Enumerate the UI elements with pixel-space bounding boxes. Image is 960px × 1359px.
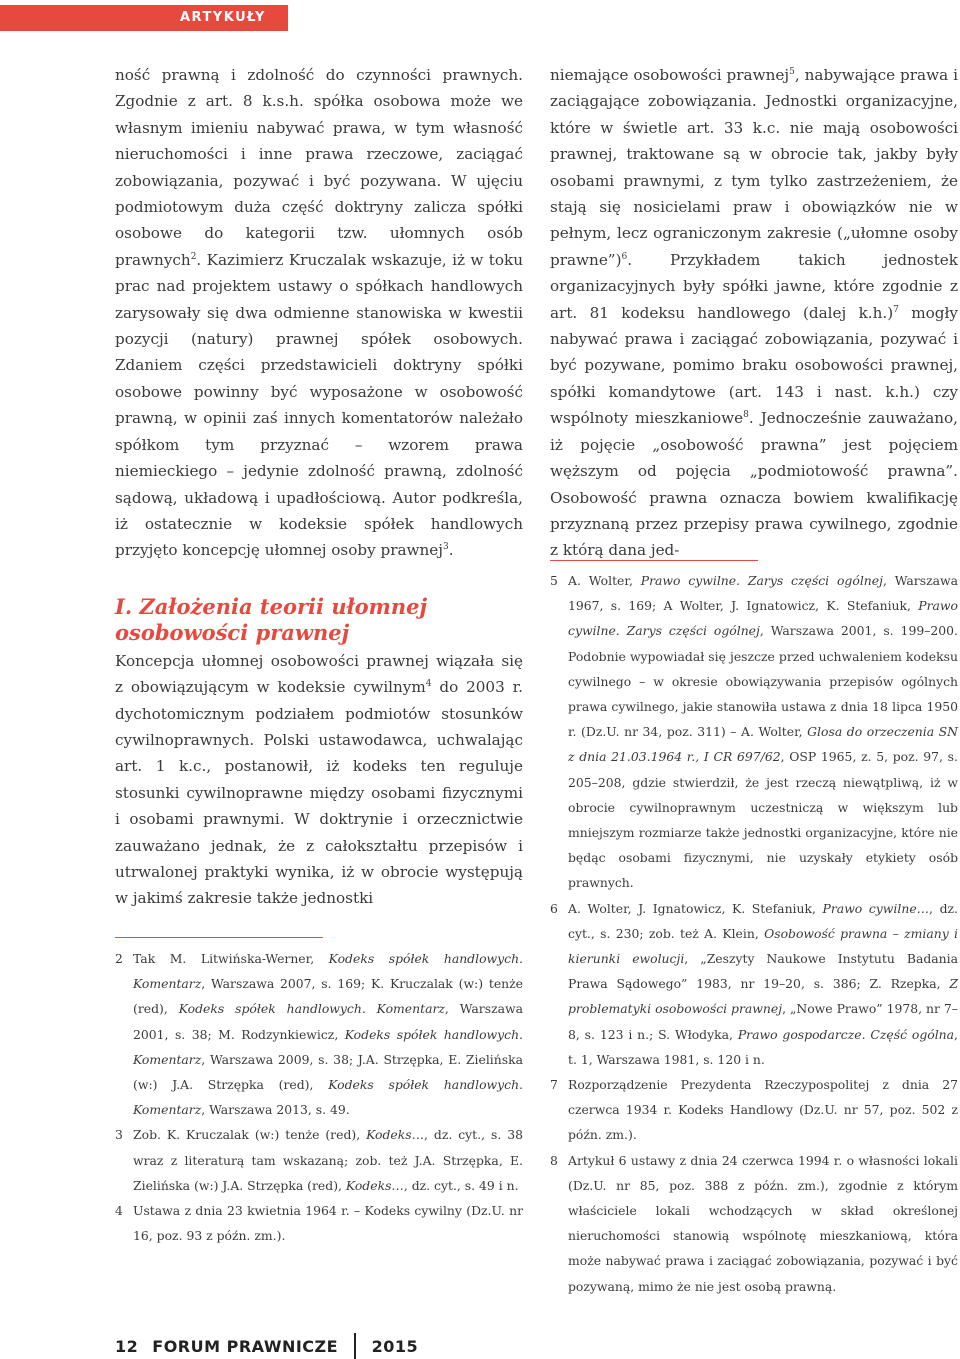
footnote-text [568, 1148, 958, 1299]
text-run: Artykuł 6 ustawy z dnia 24 czerwca 1994 r. o własności lokali (Dz.U. nr 85, poz. 388 z późn. zm.), zgodnie z którym właściciele lokali wchodzących w skład określonej nieruchomości stanowią wspólnotę mieszkaniową, która może nabywać prawa i zaciągać zobowiązania, pozywać i być pozywaną, mimo że nie jest osobą prawną. [568, 1152, 958, 1294]
text-run: , OSP 1965, z. 5, poz. 97, s. 205–208, gdzie stwierdził, że jest rzeczą niewątpliwą, iż w obrocie cywilnoprawnym uczestniczą w większym lub mniejszym rozmiarze także jednostki organizacyjne, które nie będąc osobami fizycznymi, nie uzyskały etykiety osób prawnych. [568, 749, 958, 891]
text-run: A. Wolter, J. Ignatowicz, K. Stefaniuk, [568, 900, 823, 916]
text-run: , nabywające prawa i zaciągające zobowiązania. Jednostki organizacyjne, które w świetle art. 33 k.c. nie mają osobowości prawnej, traktowane są w obrocie tak, jakby były osobami prawnymi, z tym tylko zastrzeżeniem, że stają się nosicielami praw i obowiązków nie w pełnym, lecz ograniczonym zakresie („ułomne osoby prawne”) [550, 66, 958, 269]
citation-title: Kodeks… [366, 1127, 424, 1143]
journal-year: 2015 [371, 1336, 419, 1356]
right-column [550, 62, 958, 564]
citation-title: Kodeks spółek handlowych. Komentarz [133, 951, 524, 992]
text-run: , Warszawa 1967, s. 169; A Wolter, J. Ignatowicz, K. Stefaniuk, [568, 573, 958, 614]
footnote-text [568, 896, 958, 1072]
text-run: , dz. cyt., s. 230; zob. też A. Klein, [568, 900, 958, 941]
text-run: A. Wolter, [568, 573, 641, 588]
text-run: do 2003 r. dychotomicznym podziałem podmiotów stosunków cywilnoprawnych. Polski ustawodawca, uchwalając art. 1 k.c., postanowił, iż kodeks ten reguluje stosunki cywilnoprawne między osobami fizycznymi i osobami prawnymi. W doktrynie i orzecznictwie zauważano jednak, że z całokształtu przepisów i utrwalonej praktyki wynika, iż w obrocie występują w jakimś zakresie także jednostki [115, 678, 523, 908]
journal-name: FORUM PRAWNICZE [152, 1336, 339, 1356]
text-run: , dz. cyt., s. 49 i n. [403, 1177, 519, 1193]
text-run: , Warszawa 2001, s. 199–200. Podobnie wypowiadał się jeszcze przed uchwaleniem kodeksu cywilnego – w okresie obowiązywania przepisów ogólnych prawa cywilnego, jakie stanowiła ustawa z dnia 18 lipca 1950 r. (Dz.U. nr 34, poz. 311) – A. Wolter, [568, 623, 958, 740]
text-run: Koncepcja ułomnej osobowości prawnej wiązała się z obowiązującym w kodeksie cywilnym [115, 651, 523, 697]
text-run: niemające osobowości prawnej [550, 66, 790, 84]
section-tab [0, 5, 288, 31]
page-number: 12 [115, 1336, 139, 1356]
footnote-number: 4 [115, 1203, 123, 1219]
citation-title: Kodeks spółek handlowych. Komentarz [178, 1001, 445, 1017]
citation-title: Prawo cywilne… [822, 900, 930, 916]
text-run: . Jednocześnie zauważano, iż pojęcie „osobowość prawna” jest pojęciem węższym od pojęcia „podmiotowość prawna”. Osobowość prawna oznacza bowiem kwalifikację przyznaną przez przepisy prawa cywilnego, zgodnie z którą dana jed- [550, 409, 959, 560]
footnote [115, 1198, 523, 1248]
footnotes-right [550, 568, 958, 1299]
text-run: , „Nowe Prawo” 1978, nr 7–8, s. 123 i n.; S. Włodyka, [568, 1001, 958, 1042]
text-run: , Warszawa 2013, s. 49. [201, 1102, 350, 1118]
citation-title: Osobowość prawna – zmiany i kierunki ewolucji [568, 925, 958, 967]
text-run: . Kazimierz Kruczalak wskazuje, iż w toku prac nad projektem ustawy o spółkach handlowych zarysowały się dwa odmienne stanowiska w kwestii pozycji (natury) prawnej spółek osobowych. Zdaniem części przedstawicieli doktryny spółki osobowe powinny być wyposażone w osobowość prawną, w opinii zaś innych komentatorów należało spółkom tym przyznać – wzorem prawa niemieckiego – jedynie zdolność prawną, zdolność sądową, układową i upadłościową. Autor podkreśla, iż ostatecznie w kodeksie spółek handlowych przyjęto koncepcję ułomnej osoby prawnej [115, 250, 523, 560]
text-run: , Warszawa 2001, s. 38; M. Rodzynkiewicz, [133, 1001, 523, 1042]
footnote-rule-right [550, 560, 758, 561]
citation-title: Glosa do orzeczenia SN z dnia 21.03.1964 r., I CR 697/62 [568, 724, 958, 765]
citation-title: Prawo cywilne. Zarys części ogólnej [568, 598, 958, 639]
citation-title: Prawo gospodarcze. Część ogólna [737, 1026, 955, 1042]
text-run: ność prawną i zdolność do czynności prawnych. Zgodnie z art. 8 k.s.h. spółka osobowa może we własnym imieniu nabywać prawa, w tym własność nieruchomości i inne prawa rzeczowe, zaciągać zobowiązania, pozywać i być pozywana. W ujęciu podmiotowym duża część doktryny zalicza spółki osobowe do kategorii tzw. ułomnych osób prawnych [115, 66, 523, 269]
footnote-text [568, 1072, 958, 1148]
footnote-ref[interactable]: 3 [443, 542, 449, 553]
text-run: Ustawa z dnia 23 kwietnia 1964 r. – Kodeks cywilny (Dz.U. nr 16, poz. 93 z późn. zm.). [133, 1203, 523, 1244]
footnote-ref[interactable]: 6 [621, 251, 628, 262]
footnote [550, 1072, 958, 1148]
text-run: Tak M. Litwińska-Werner, [133, 951, 329, 966]
citation-title: Kodeks spółek handlowych. Komentarz [133, 1077, 523, 1118]
body-paragraph-1 [115, 62, 523, 564]
text-run: Rozporządzenie Prezydenta Rzeczypospolitej z dnia 27 czerwca 1934 r. Kodeks Handlowy (Dz.U. nr 57, poz. 502 z późn. zm.). [568, 1077, 958, 1143]
text-run: , dz. cyt., s. 38 wraz z literaturą tam wskazaną; zob. też J.A. Strzępka, E. Zielińska (w:) J.A. Strzępka (red), [133, 1127, 523, 1193]
footnote [550, 568, 958, 896]
footnote-text [133, 946, 523, 1122]
footnote-ref[interactable]: 2 [190, 251, 197, 262]
footnote-text [568, 568, 958, 896]
footnote-ref[interactable]: 8 [743, 410, 749, 421]
left-column [115, 62, 523, 912]
footnote-number: 2 [115, 951, 123, 966]
footnote-ref[interactable]: 4 [425, 679, 432, 690]
text-run: , t. 1, Warszawa 1981, s. 120 i n. [568, 1026, 958, 1067]
footnote-number: 6 [550, 900, 558, 916]
page-footer [115, 1333, 418, 1359]
text-run: , Warszawa 2009, s. 38; J.A. Strzępka, E. Zielińska (w:) J.A. Strzępka (red), [133, 1051, 523, 1093]
footnote-ref[interactable]: 7 [893, 304, 899, 315]
citation-title: Z problematyki osobowości prawnej [568, 976, 958, 1017]
body-paragraph-3 [550, 62, 958, 564]
citation-title: Prawo cywilne. Zarys części ogólnej [640, 573, 883, 588]
section-heading: I. Założenia teorii ułomnej osobowości prawnej [115, 593, 428, 645]
text-run: , „Zeszyty Naukowe Instytutu Badania Prawa Sądowego” 1983, nr 19–20, s. 386; Z. Rzepka, [568, 951, 959, 992]
footer-divider [354, 1333, 356, 1359]
footnote-number: 8 [550, 1152, 558, 1168]
footnote-number: 5 [550, 573, 558, 588]
body-paragraph-2 [115, 648, 523, 912]
footnote-text [133, 1122, 523, 1198]
footnote-number: 7 [550, 1077, 558, 1093]
footnote-ref[interactable]: 5 [789, 66, 795, 77]
footnote-number: 3 [115, 1127, 123, 1143]
footnote [550, 896, 958, 1072]
footnote-text [133, 1198, 523, 1248]
section-label: ARTYKUŁY [180, 10, 266, 25]
footnotes-left [115, 946, 523, 1248]
text-run: . Przykładem takich jednostek organizacyjnych były spółki jawne, które zgodnie z art. 81 kodeksu handlowego (dalej k.h.) [550, 250, 958, 322]
footnote-rule-left [115, 937, 323, 938]
text-run: , Warszawa 2007, s. 169; K. Kruczalak (w:) tenże (red), [133, 976, 523, 1017]
footnote [115, 946, 523, 1122]
text-run: mogły nabywać prawa i zaciągać zobowiązania, pozywać i być pozywane, pomimo braku osobowości prawnej, spółki komandytowe (art. 143 i nast. k.h.) czy wspólnoty mieszkaniowe [550, 303, 958, 428]
footnote [550, 1148, 958, 1299]
citation-title: Kodeks… [345, 1177, 404, 1193]
citation-title: Kodeks spółek handlowych. Komentarz [133, 1026, 523, 1067]
text-run: Zob. K. Kruczalak (w:) tenże (red), [133, 1127, 367, 1143]
text-run: . [448, 541, 454, 560]
footnote [115, 1122, 523, 1198]
